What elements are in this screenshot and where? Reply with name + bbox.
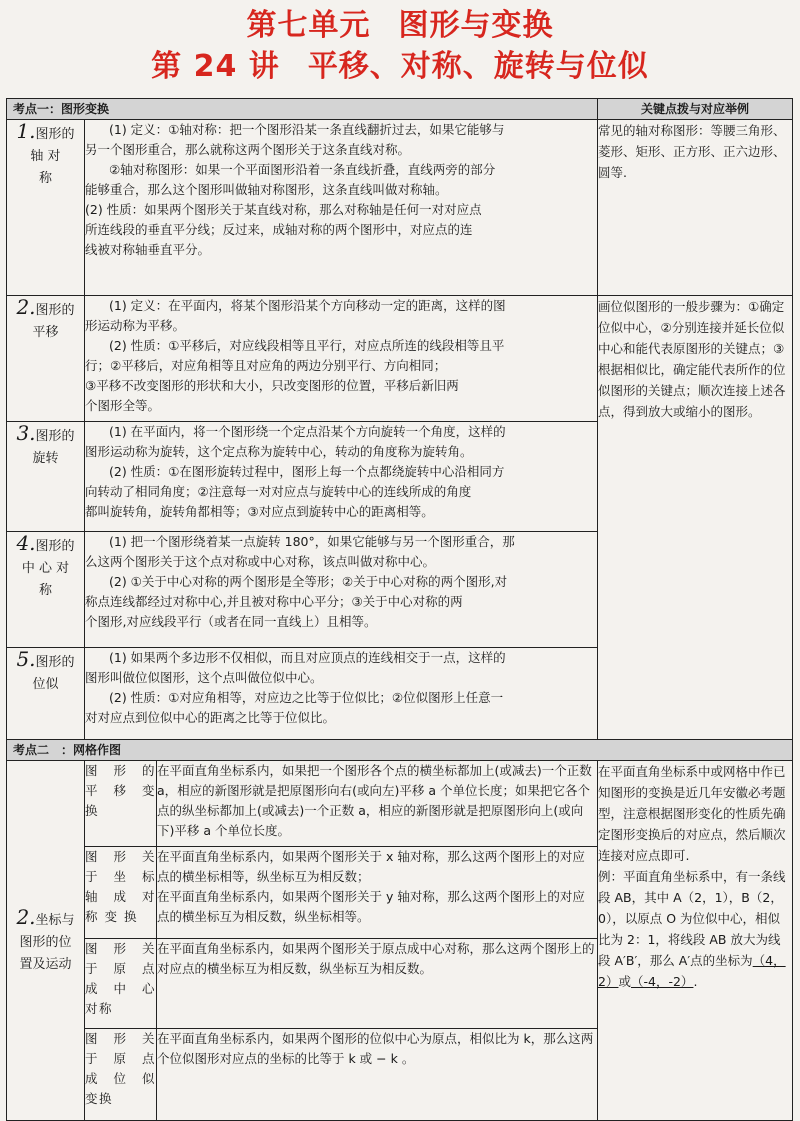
sub-origin-homothety: 图 形 关 于 原 点 成 位 似 变换 [85,1029,157,1121]
lesson-title [0,46,800,88]
content-axial-symmetry: (1) 定义：①轴对称：把一个图形沿某一条直线翻折过去，如果它能够与 另一个图形重合，那么就称这两个图形关于这条直线对称。 ②轴对称图形：如果一个平面图形沿着一条直线折叠，直线两旁的部分 能够重合，那么这个图形叫做轴对称图形，这条直线叫做对称轴。 (2) 性质：如果两个图形关于某直线对称，那么对称轴是任何一对对应点 所连线段的垂直平分线；反过来，成轴对称的两个图形中，对应点的连 线被对称轴垂直平分。 [85,120,598,296]
lesson-number: 第 24 讲 [151,49,280,84]
row-grid-translation [7,761,793,847]
text-grid-central-symmetry: 在平面直角坐标系内，如果两个图形关于原点成中心对称，那么这两个图形上的对应点的横坐标互为相反数，纵坐标互为相反数。 [157,939,598,1029]
text-grid-homothety: 在平面直角坐标系内，如果两个图形的位似中心为原点，相似比为 k，那么这两个位似图形对应点的坐标的比等于 k 或 − k 。 [157,1029,598,1121]
header-row-2 [7,740,793,761]
sub-translation: 图 形 的 平 移 变 换 [85,761,157,847]
lesson-name: 平移、对称、旋转与位似 [307,49,649,84]
title-block [0,0,800,98]
unit-number: 第七单元 [246,8,371,43]
label-homothety: 5.图形的 位似 [7,648,85,740]
content-homothety: (1) 如果两个多边形不仅相似，而且对应顶点的连线相交于一点，这样的 图形叫做位似图形，这个点叫做位似中心。 (2) 性质：①对应角相等，对应边之比等于位似比；②位似图形上任意一 对对应点到位似中心的距离之比等于位似比。 [85,648,598,740]
note-axial-shapes: 常见的轴对称图形：等腰三角形、菱形、矩形、正方形、正六边形、圆等. [598,120,793,296]
answer-a: （4，2） [598,953,786,989]
label-central-symmetry: 4.图形的 中 心 对 称 [7,532,85,648]
label-rotation: 3.图形的 旋转 [7,422,85,532]
header-topic-2: 考点二 ：网格作图 [7,740,793,761]
content-rotation: (1) 在平面内，将一个图形绕一个定点沿某个方向旋转一个角度，这样的 图形运动称为旋转，这个定点称为旋转中心，转动的角度称为旋转角。 (2) 性质：①在图形旋转过程中，图形上每一个点都绕旋转中心沿相同方 向转动了相同角度；②注意每一对对应点与旋转中心的连线所成的角度 都叫旋转角，旋转角都相等；③对应点到旋转中心的距离相等。 [85,422,598,532]
header-key-points: 关键点拨与对应举例 [598,99,793,120]
knowledge-table [6,98,793,1121]
note-grid-example: 例：平面直角坐标系中，有一条线段 AB，其中 A（2，1），B（2，0），以原点 O 为位似中心，相似比为 2：1，将线段 AB 放大为线段 A′B′，那么 A′点的坐标为（4，2）或（-4，-2）. [598,869,786,989]
note-grid-intro: 在平面直角坐标系中或网格中作已知图形的变换是近几年安徽必考题型，注意根据图形变化的性质先确定图形变换后的对应点，然后顺次连接对应点即可. [598,764,786,863]
note-grid-drawing [598,761,793,1121]
answer-b: （-4，-2） [631,974,694,989]
content-translation: (1) 定义：在平面内，将某个图形沿某个方向移动一定的距离，这样的图 形运动称为平移。 (2) 性质：①平移后，对应线段相等且平行，对应点所连的线段相等且平 行；②平移后，对应角相等且对应角的两边分别平行、方向相同； ③平移不改变图形的形状和大小，只改变图形的位置，平移后新旧两 个图形全等。 [85,296,598,422]
sub-axis-symmetry: 图 形 关 于 坐 标 轴 成 对 称 变 换 [85,847,157,939]
text-grid-translation: 在平面直角坐标系内，如果把一个图形各个点的横坐标都加上(或减去)一个正数 a，相应的新图形就是把原图形向右(或向左)平移 a 个单位长度；如果把它各个点的纵坐标都加上(或减去)一个正数 a，相应的新图形就是把原图形向上(或向下)平移 a 个单位长度。 [157,761,598,847]
row-translation [7,296,793,422]
note-homothety-steps: 画位似图形的一般步骤为：①确定位似中心，②分别连接并延长位似中心和能代表原图形的关键点；③根据相似比，确定能代表所作的位似图形的关键点；顺次连接上述各点，得到放大或缩小的图形。 [598,296,793,740]
row-axial-symmetry [7,120,793,296]
content-central-symmetry: (1) 把一个图形绕着某一点旋转 180°，如果它能够与另一个图形重合，那 么这两个图形关于这个点对称或中心对称，该点叫做对称中心。 (2) ①关于中心对称的两个图形是全等形；②关于中心对称的两个图形,对 称点连线都经过对称中心,并且被对称中心平分；③关于中心对称的两 个图形,对应线段平行（或者在同一直线上）且相等。 [85,532,598,648]
unit-title [0,0,800,46]
label-coordinates: 2.坐标与 图形的位 置及运动 [7,761,85,1121]
header-row-1 [7,99,793,120]
unit-name: 图形与变换 [398,8,554,43]
sub-origin-symmetry: 图 形 关 于 原 点 成 中 心 对称 [85,939,157,1029]
label-axial-symmetry: 1.图形的 轴 对 称 [7,120,85,296]
header-topic-1: 考点一：图形变换 [7,99,598,120]
text-grid-axis-symmetry: 在平面直角坐标系内，如果两个图形关于 x 轴对称，那么这两个图形上的对应点的横坐标相等，纵坐标互为相反数； 在平面直角坐标系内，如果两个图形关于 y 轴对称，那么这两个图形上的对应点的横坐标互为相反数，纵坐标相等。 [157,847,598,939]
label-translation: 2.图形的 平移 [7,296,85,422]
